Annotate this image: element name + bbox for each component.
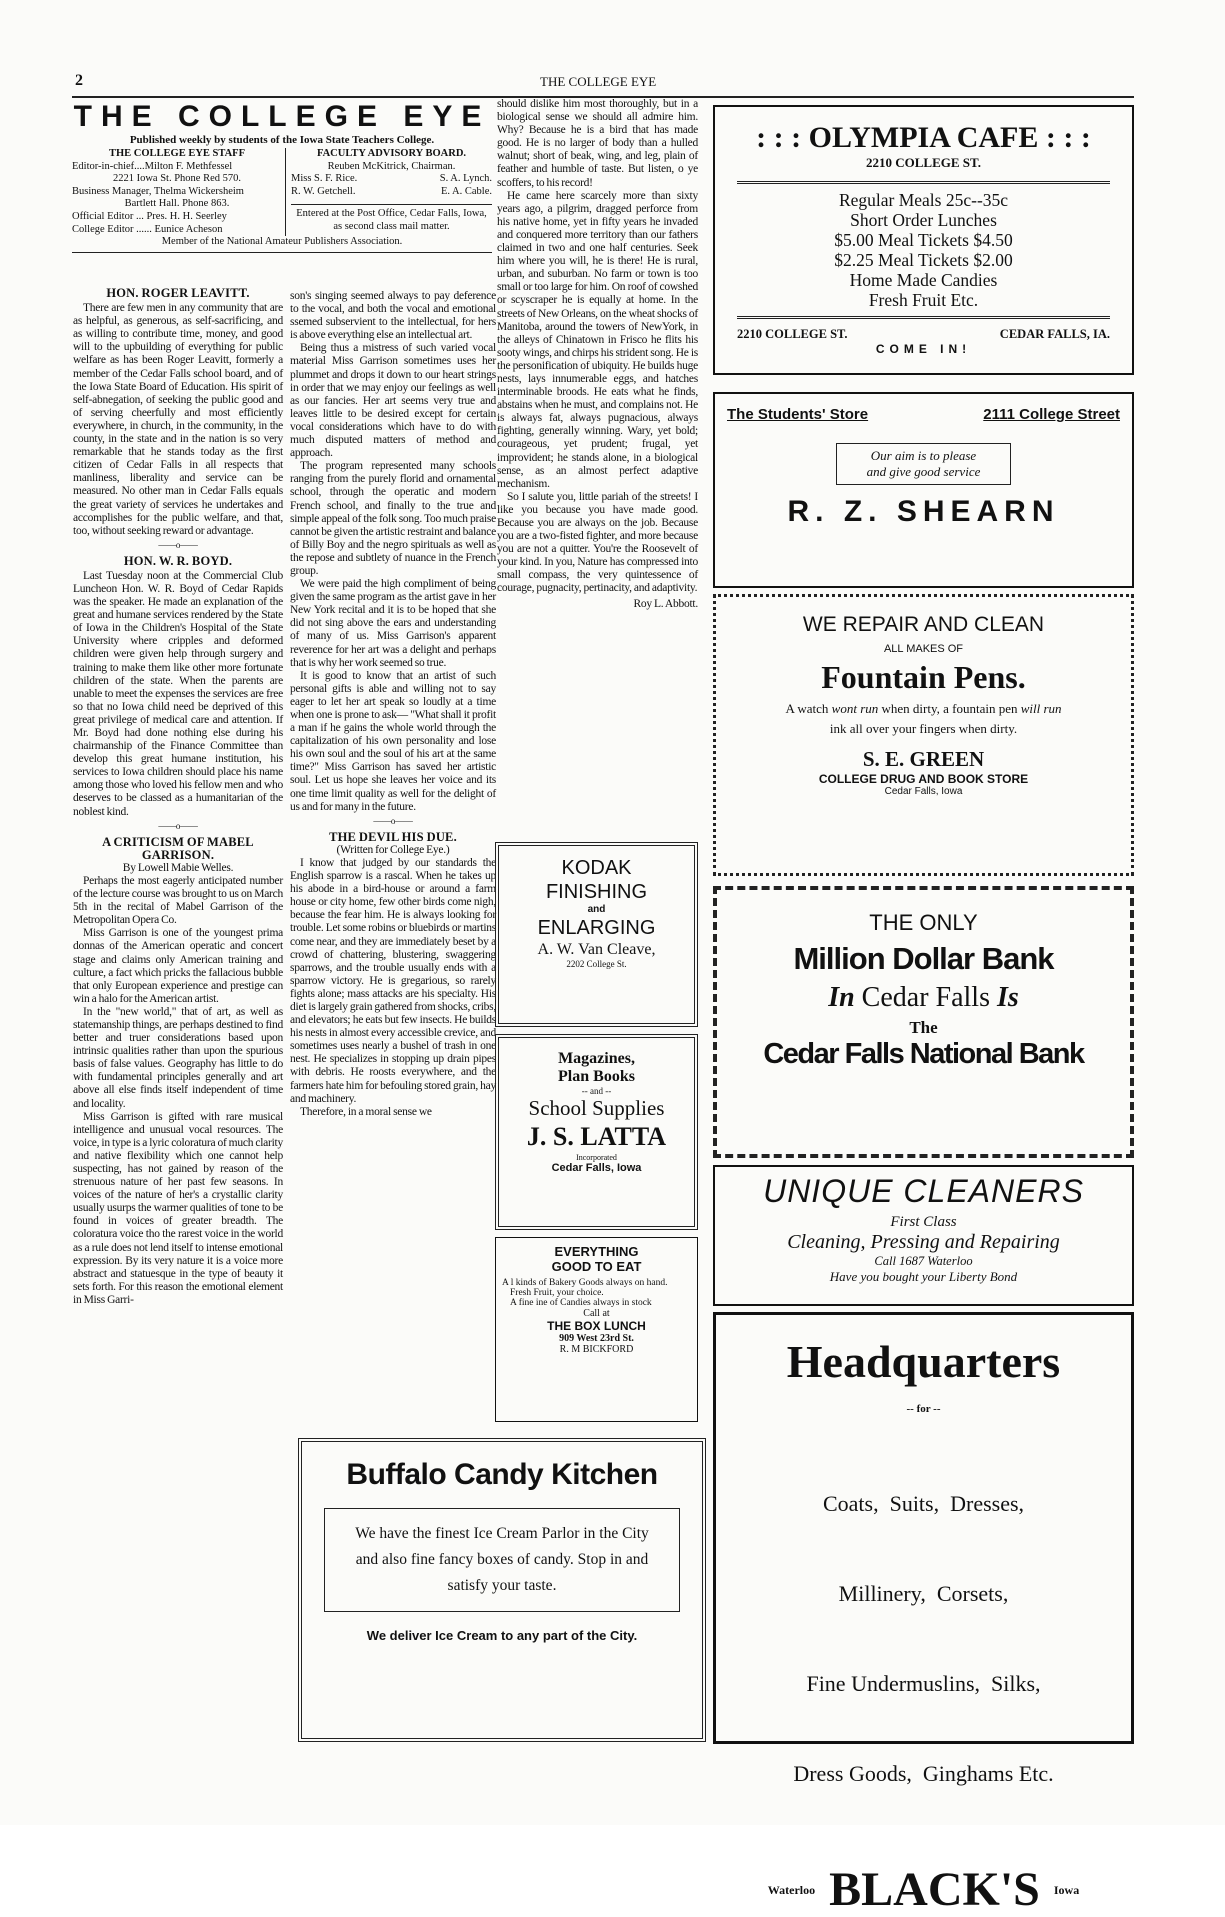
board-member: S. A. Lynch. xyxy=(439,173,492,185)
ad-address: 2202 College St. xyxy=(566,959,627,969)
ad-latta xyxy=(495,1034,698,1230)
advisory-board xyxy=(286,148,492,236)
ad-line: First Class xyxy=(890,1214,957,1230)
staff-line: 2221 Iowa St. Phone Red 570. xyxy=(112,173,242,185)
ad-line: Million Dollar Bank xyxy=(793,941,1054,976)
ad-address: 909 West 23rd St. xyxy=(559,1333,634,1344)
ad-headline: Headquarters xyxy=(786,1336,1061,1387)
paragraph: Therefore, in a moral sense we xyxy=(300,1105,432,1118)
paragraph: Being thus a mistress of such varied vocal material Miss Garrison sometimes uses her plummet and drops it down to our heart strings in order that we may enjoy our feelings as well as our fancies. Her art seems very true and leaves little to be desired except for certain vocal considerations which have to do with much disputed matters of method and approach. xyxy=(290,342,496,460)
ad-item: Millinery, Corsets, xyxy=(838,1581,1009,1606)
running-title: THE COLLEGE EYE xyxy=(540,74,657,89)
staff-line: Editor-in-chief....Milton F. Methfessel xyxy=(72,160,233,172)
ad-line: Regular Meals 25c--35c xyxy=(838,190,1009,210)
board-member: Miss S. F. Rice. xyxy=(291,173,358,185)
column-2 xyxy=(290,290,496,1119)
paragraph: It is good to know that an artist of such personal gifts is able and willing not to say eager to let her art speak so loudly at a time when one is prone to ask— "What shall it profit a man if he gains the whole world through the capitalization of his own personality and lose his own soul and the soul of his art at the same time?" Miss Garrison has saved her artistic soul. Let us hope she leaves her voice and its one time limit quality as well for the delight of us and for many in the future. xyxy=(290,669,496,813)
ad-line: -- and -- xyxy=(581,1086,612,1096)
ad-line: School Supplies xyxy=(528,1096,665,1120)
ad-cta: COME IN! xyxy=(875,342,972,356)
ad-text: A watch xyxy=(785,701,829,716)
ad-name: UNIQUE CLEANERS xyxy=(763,1173,1084,1209)
column-3 xyxy=(497,98,698,611)
page-number: 2 xyxy=(75,72,83,89)
ad-text: wont run xyxy=(831,701,879,716)
ad-line: In xyxy=(828,982,855,1013)
ad-product: Fountain Pens. xyxy=(821,659,1026,695)
ad-footer: We deliver Ice Cream to any part of the City. xyxy=(366,1628,638,1643)
staff-line: Business Manager, Thelma Wickersheim xyxy=(72,185,244,197)
board-member: E. A. Cable. xyxy=(440,185,492,197)
staff-list xyxy=(72,148,286,236)
ad-line: Have you bought your Liberty Bond xyxy=(829,1269,1018,1284)
ad-city: CEDAR FALLS, IA. xyxy=(999,327,1110,341)
ad-line: ENLARGING xyxy=(537,917,656,939)
ad-text: A l kinds of Bakery Goods always on hand. xyxy=(502,1278,668,1288)
staff-line: Bartlett Hall. Phone 863. xyxy=(124,198,230,210)
ad-line: The xyxy=(909,1018,938,1037)
ad-ornament: : : : xyxy=(756,121,802,154)
ad-blacks xyxy=(713,1312,1134,1916)
membership-notice: Member of the National Amateur Publishers Association. xyxy=(72,236,492,253)
ad-text: will run xyxy=(1020,701,1062,716)
ad-body: We have the finest Ice Cream Parlor in the City and also fine fancy boxes of candy. Stop in and satisfy your taste. xyxy=(324,1508,680,1612)
ad-phone: Call 1687 Waterloo xyxy=(874,1254,973,1268)
ad-line: KODAK xyxy=(561,857,632,879)
ad-line: Cleaning, Pressing and Repairing xyxy=(787,1231,1060,1253)
ad-slogan: and give good service xyxy=(866,464,981,479)
article-body: Last Tuesday noon at the Commercial Club Luncheon Hon. W. R. Boyd of Cedar Rapids was the speaker. He made an explanation of the great and humane services rendered by the State of Iowa in the Children's Hospital of the State University where cripples and deformed children were given help through surgery and training to make them like other more fortunate children of the state. When the parents are unable to meet the expenses the services are free so that no Iowa child need be deprived of this great privilege of medical care and attention. If Mr. Boyd had done nothing else during his chairmanship of the Finance Committee than develop this great humane institution, his services to Iowa children should place his name among those who loved his fellow men and who deserves to be classed as a humanitarian of the noblest kind. xyxy=(73,569,283,818)
ad-city: Cedar Falls, Iowa xyxy=(551,1162,642,1174)
ad-line: Fresh Fruit Etc. xyxy=(868,290,979,310)
ad-name: BLACK'S xyxy=(829,1863,1040,1916)
paragraph: We were paid the high compliment of being given the same program as the artist gave in her New York recital and it is to be hoped that she did not sing above the ears and understanding of many of us. Miss Garrison's apparent reverence for her art was a delight and perhaps that is why her work seemed so true. xyxy=(290,578,496,669)
ad-headline: WE REPAIR AND CLEAN xyxy=(802,613,1045,636)
ad-text: when dirty, a fountain pen xyxy=(881,701,1018,716)
ad-line: EVERYTHING xyxy=(554,1244,639,1259)
paragraph: Miss Garrison is gifted with rare musical intelligence and unusual vocal resources. The voice, in type is a lyric coloratura of much clarity and native flexibility which one cannot help suspecting, has not gained by reason of the strenuous nature of her past few seasons. In voices of the nature of her's a crystallic clarity usually usurps the warmer qualities of tone to be found in voices of greater breadth. The coloratura voice tho the rarest voice in the world as a rule does not lend itself to intense emotional expression. By its very nature it is a voice more abstract and statuesque in the type of beauty it sets forth. For this reason the emotional element in Miss Garri- xyxy=(73,1110,283,1306)
board-chair: Reuben McKitrick, Chairman. xyxy=(327,160,456,172)
ad-text: Call at xyxy=(583,1308,610,1319)
ad-state: Iowa xyxy=(1053,1883,1080,1897)
ad-address: 2111 College Street xyxy=(983,406,1120,423)
ad-store: COLLEGE DRUG AND BOOK STORE xyxy=(818,772,1029,786)
separator: ——o—— xyxy=(158,539,198,550)
ad-name: S. E. GREEN xyxy=(862,747,985,771)
article-title: HON. W. R. BOYD. xyxy=(123,553,233,568)
paragraph: son's singing seemed always to pay deference to the vocal, and both the vocal and emotional ssemed subservient to the intellectual, for hers is above everything else an intellectual art. xyxy=(290,290,496,342)
ad-line: $5.00 Meal Tickets $4.50 xyxy=(834,230,1013,250)
ad-name: R. Z. SHEARN xyxy=(787,495,1060,528)
ad-olympia-cafe xyxy=(713,105,1134,375)
ad-green-fountain-pens xyxy=(713,594,1134,876)
ad-name: A. W. Van Cleave, xyxy=(537,941,656,958)
separator: ——o—— xyxy=(158,820,198,831)
ad-line: Magazines, xyxy=(558,1050,635,1067)
paragraph: I know that judged by our standards the English sparrow is a rascal. When he takes up his abode in a bird-house or around a farm house or city home, few other birds come nigh, because the fear him. He is always looking for trouble. Let some robins or bluebirds or martins come near, and they are immediately beset by a crowd of chattering, blustering, swaggering sparrows, and the trouble usually ends with a sparrow victory. He is gregarious, so rarely fights alone; mass attacks are his specialty. His diet is largely grain gathered from shocks, cribs, and elevators; he eats but few insects. He builds his nests in almost every accessible crevice, and sometimes uses nearly a bushel of trash in one nest. He specializes in stopping up drain pipes with debris. He roosts everywhere, and the farmers hate him for befouling stored grain, hay and machinery. xyxy=(290,856,496,1105)
ad-line: -- for -- xyxy=(906,1403,941,1415)
ad-name: J. S. LATTA xyxy=(526,1122,667,1151)
ad-box-lunch xyxy=(495,1237,698,1422)
article-body: There are few men in any community that are as helpful, as generous, as self-sacrificing, and as willing to contribute time, money, and good will to the upbuilding of everything for public welfare as has been Roger Leavitt, formerly a member of the Cedar Falls school board, and of the Iowa State Board of Education. His spirit of self-abnegation, of seeking the public good and of serving cheerfully and most efficiently everywhere, in church, in the community, in the county, in the state and in the nation is so very remarkable that he stands today as the first citizen of Cedar Falls in all respects that manliness, liberality and service can be measured. No other man in Cedar Falls equals the great variety of services he undertakes and accomplishes for the public welfare, and that, too, without seeking reward or advantage. xyxy=(73,302,283,537)
ad-line: Short Order Lunches xyxy=(850,210,997,230)
paragraph: He came here scarcely more than sixty years ago, a pilgrim, dragged perforce from his native home, yet in fifty years he invaded and conquered more territory than our fathers claimed in two and one half centuries. Seek him where you will, he is there! He is rural, urban, and suburban. No farm or town is too small or too large for him. On roof of cowshed or scyscraper he is equally at home. In the streets of New Orleans, on the wheat shocks of Manitoba, around the towers of NewYork, in the alleys of Chinatown in Frisco he flits his sooty wings, and chirps his strident song. He is the personification of ubiquity. He builds huge nests, lays innumerable eggs, and hatches interminable broods. He eats what he finds, abstains when he must, and complains not. He is always fat, always pugnacious, always fighting, generally winning. Wary, yet bold; courageous, yet prudent; frugal, yet improvident; he stands alone, in a biological sense, as an almost perfect adaptive mechanism. xyxy=(497,189,698,490)
ad-shearn xyxy=(713,392,1134,588)
ad-city: Cedar Falls, Iowa xyxy=(884,786,963,797)
paragraph: should dislike him most thoroughly, but in a biological sense we should all admire him. Why? Because he is a bird that has made good. He is no larger of body than a hulled walnut; short of beak, wing, and leg, plain of feather and humble of taste. But listen, o ye scoffers, to his record! xyxy=(497,98,698,189)
ad-item: Dress Goods, Ginghams Etc. xyxy=(793,1761,1054,1786)
paragraph: So I salute you, little pariah of the streets! I like you because you have made good. Because you are always on the job. Because you are a two-fisted fighter, and more because you are not a quitter. You're the Roosevelt of your kind. In you, Nature has compressed into small compass, the very quintessence of courage, pugnacity, pertinacity, and adaptivity. xyxy=(497,490,698,595)
ad-kodak xyxy=(495,842,698,1027)
masthead xyxy=(72,100,492,253)
paragraph: In the "new world," that of art, as well as statemanship things, are perhaps destined to find better and truer considerations based upon intrinsic qualities rather than upon the spurious basis of false values. Geography has little to do with fundamental principles generally and art above all else finds itself independent of time and locality. xyxy=(73,1005,283,1110)
ad-buffalo-candy xyxy=(298,1438,706,1742)
ad-name: THE BOX LUNCH xyxy=(547,1319,646,1333)
ad-menu xyxy=(737,184,1110,319)
paragraph: The program represented many schools ranging from the purely florid and ornamental school, through the operatic and modern French school, and finally to the true and simple appeal of the folk song. Too much praise cannot be given the artistic restraint and balance of Billy Boy and the negro spirituals as well as the repose and subtlety of nuance in the French group. xyxy=(290,460,496,577)
article-title: HON. ROGER LEAVITT. xyxy=(106,286,250,300)
ad-line: Cedar Falls xyxy=(861,982,990,1013)
ad-slogan: Our aim is to please xyxy=(870,448,977,463)
paragraph: Perhaps the most eagerly anticipated number of the lecture course was brought to us on March 5th in the recital of Mabel Garrison of the Metropolitan Opera Co. xyxy=(73,874,283,927)
separator: ——o—— xyxy=(373,815,413,826)
staff-line: Official Editor ... Pres. H. H. Seerley xyxy=(72,210,227,222)
ad-line: Is xyxy=(996,982,1019,1013)
ad-line: and xyxy=(587,904,606,915)
ad-cedar-falls-national-bank xyxy=(713,886,1134,1158)
ad-address: 2210 COLLEGE ST. xyxy=(737,155,1110,184)
article-title: THE DEVIL HIS DUE. xyxy=(329,829,457,844)
article-title: A CRITICISM OF MABEL GARRISON. xyxy=(102,834,254,862)
ad-ornament: : : : xyxy=(1045,121,1091,154)
ad-line: $2.25 Meal Tickets $2.00 xyxy=(834,250,1013,270)
ad-line: FINISHING xyxy=(545,881,648,903)
ad-line: Plan Books xyxy=(558,1068,635,1085)
postal-notice: Entered at the Post Office, Cedar Falls, Iowa, as second class mail matter. xyxy=(296,208,487,232)
ad-unique-cleaners xyxy=(713,1165,1134,1306)
ad-owner: R. M BICKFORD xyxy=(559,1344,634,1355)
board-heading: FACULTY ADVISORY BOARD. xyxy=(316,148,467,159)
ad-city: Waterloo xyxy=(767,1883,816,1897)
ad-line: THE ONLY xyxy=(869,910,978,935)
ad-text: ink all over your fingers when dirty. xyxy=(829,721,1018,736)
ad-name: Cedar Falls National Bank xyxy=(763,1038,1084,1070)
masthead-title: THE COLLEGE EYE xyxy=(73,100,491,133)
staff-line: College Editor ...... Eunice Acheson xyxy=(72,223,223,235)
ad-name: OLYMPIA CAFE xyxy=(808,121,1039,154)
ad-name: Buffalo Candy Kitchen xyxy=(346,1458,658,1491)
staff-heading: THE COLLEGE EYE STAFF xyxy=(108,148,246,159)
masthead-subtitle: Published weekly by students of the Iowa State Teachers College. xyxy=(129,134,435,146)
signature: Roy L. Abbott. xyxy=(633,597,698,610)
column-1 xyxy=(73,283,283,1307)
ad-text: Fresh Fruit, your choice. xyxy=(510,1288,604,1298)
ad-address: 2210 COLLEGE ST. xyxy=(737,327,848,341)
ad-text: A fine ine of Candies always in stock xyxy=(510,1298,652,1308)
byline: (Written for College Eye.) xyxy=(336,843,450,856)
ad-store: The Students' Store xyxy=(727,406,869,423)
ad-item: Coats, Suits, Dresses, xyxy=(822,1491,1025,1516)
paragraph: Miss Garrison is one of the youngest prima donnas of the American operatic and concert stage and claims only American training and culture, a fact which pricks the fallacious bubble that only European experience and prestige can win a halo for the American artist. xyxy=(73,927,283,1005)
byline: By Lowell Mabie Welles. xyxy=(122,861,234,874)
board-member: R. W. Getchell. xyxy=(291,185,356,197)
ad-line: ALL MAKES OF xyxy=(883,643,964,655)
ad-line: GOOD TO EAT xyxy=(551,1259,642,1274)
ad-item: Fine Undermuslins, Silks, xyxy=(806,1671,1041,1696)
ad-line: Home Made Candies xyxy=(849,270,998,290)
ad-line: Incorporated xyxy=(576,1153,617,1162)
